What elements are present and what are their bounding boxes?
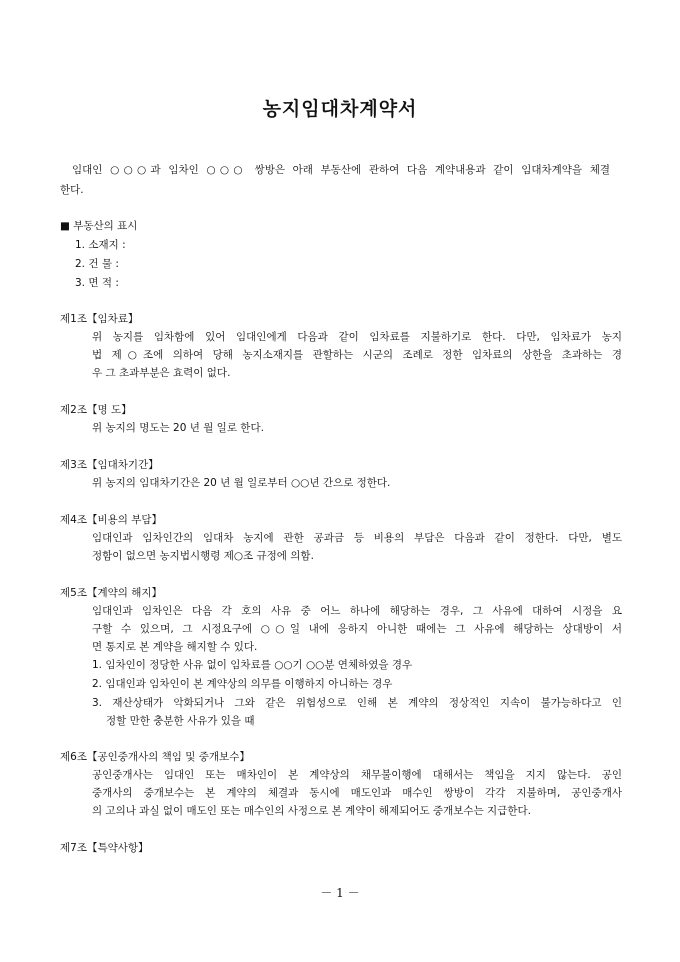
article-6-heading: 제6조【공인중개사의 책임 및 중개보수】 (60, 751, 250, 763)
property-item-address: 1. 소재지 : (75, 239, 126, 251)
article-4-line: 임대인과 임차인간의 임대차 농지에 관한 공과금 등 비용의 부담은 다음과 같이 정한다. 다만, 별도 (92, 532, 622, 544)
article-4-line: 정함이 없으면 농지법시행령 제○조 규정에 의함. (92, 550, 314, 562)
property-item-building: 2. 건 물 : (75, 258, 119, 270)
article-5-line: 구할 수 있으며, 그 시정요구에 ○○일 내에 응하지 아니한 때에는 그 사유에 해당하는 상대방이 서 (92, 623, 622, 635)
article-4-heading: 제4조【비용의 부담】 (60, 514, 163, 526)
page-number: － 1 － (320, 886, 360, 900)
document-title: 농지임대차계약서 (262, 98, 418, 120)
article-5-item: 2. 임대인과 임차인이 본 계약상의 의무를 이행하지 아니하는 경우 (92, 678, 393, 690)
article-2-line: 위 농지의 명도는 20 년 월 일로 한다. (92, 422, 264, 434)
intro-line-1: 임대인 ○○○과 임차인 ○○○ 쌍방은 아래 부동산에 관하여 다음 계약내용과 같이 임대차계약을 체결 (72, 164, 610, 176)
article-1-line: 우 그 초과부분은 효력이 없다. (92, 367, 231, 379)
article-6-line: 공인중개사는 임대인 또는 매차인이 본 계약상의 채무불이행에 대해서는 책임을 지지 않는다. 공인 (92, 769, 622, 781)
article-5-item: 3. 재산상태가 악화되거나 그와 같은 위험성으로 인해 본 계약의 정상적인 지속이 불가능하다고 인 (92, 697, 622, 709)
intro-line-2: 한다. (60, 184, 84, 196)
article-3-heading: 제3조【임대차기간】 (60, 459, 159, 471)
article-1-line: 위 농지를 임차함에 있어 임대인에게 다음과 같이 임차료를 지불하기로 한다. 다만, 임차료가 농지 (92, 331, 622, 343)
article-1-line: 법 제○조에 의하여 당해 농지소재지를 관할하는 시군의 조례로 정한 임차료의 상한을 초과하는 경 (92, 349, 622, 361)
article-3-line: 위 농지의 임대차기간은 20 년 월 일로부터 ○○년 간으로 정한다. (92, 477, 391, 489)
article-1-heading: 제1조【임차료】 (60, 313, 139, 325)
article-6-line: 중개사의 중개보수는 본 계약의 체결과 동시에 매도인과 매수인 쌍방이 각각 지불하며, 공인중개사 (92, 787, 622, 799)
article-5-item-continuation: 정할 만한 충분한 사유가 있을 때 (106, 715, 255, 727)
article-2-heading: 제2조【명 도】 (60, 404, 132, 416)
article-6-line: 의 고의나 과실 없이 매도인 또는 매수인의 사정으로 본 계약이 해제되어도 중개보수는 지급한다. (92, 805, 531, 817)
property-heading: ■ 부동산의 표시 (60, 220, 138, 232)
article-7-heading: 제7조【특약사항】 (60, 842, 149, 854)
article-5-line: 면 통지로 본 계약을 해지할 수 있다. (92, 641, 258, 653)
article-5-item: 1. 임차인이 정당한 사유 없이 임차료를 ○○기 ○○분 연체하였을 경우 (92, 659, 413, 671)
article-5-heading: 제5조【계약의 해지】 (60, 587, 163, 599)
article-5-line: 임대인과 임차인은 다음 각 호의 사유 중 어느 하나에 해당하는 경우, 그 사유에 대하여 시정을 요 (92, 605, 622, 617)
property-item-area: 3. 면 적 : (75, 277, 119, 289)
